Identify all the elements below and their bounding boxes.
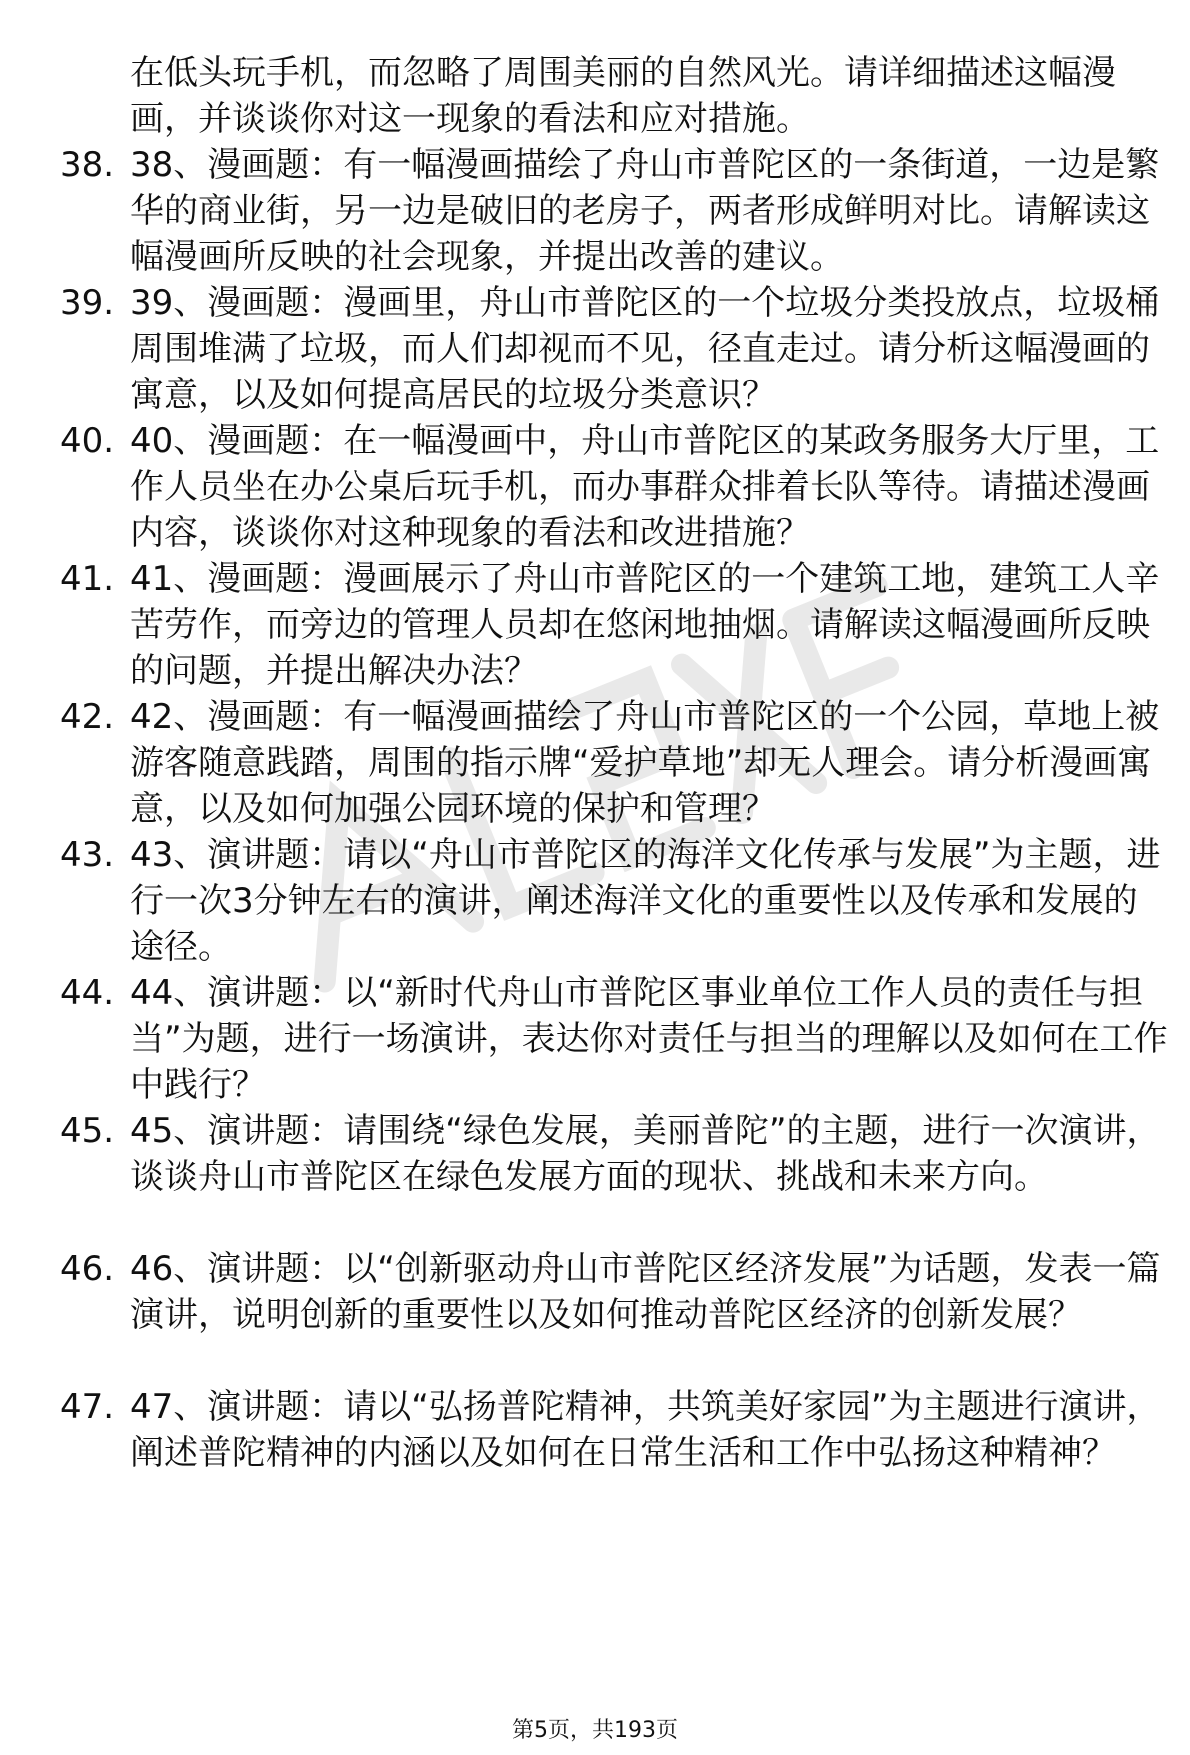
question-text: 45、演讲题：请围绕“绿色发展，美丽普陀”的主题，进行一次演讲，谈谈舟山市普陀区在绿色发展方面的现状、挑战和未来方向。: [130, 1111, 1161, 1197]
question-number: 41.: [60, 559, 115, 599]
question-number: 44.: [60, 973, 115, 1013]
question-number: 40.: [60, 421, 115, 461]
question-item: [60, 1384, 1170, 1476]
question-text: 47、演讲题：请以“弘扬普陀精神，共筑美好家园”为主题进行演讲，阐述普陀精神的内涵以及如何在日常生活和工作中弘扬这种精神？: [130, 1387, 1161, 1473]
question-number: 43.: [60, 835, 115, 875]
question-text: 42、漫画题：有一幅漫画描绘了舟山市普陀区的一个公园，草地上被游客随意践踏，周围的指示牌“爱护草地”却无人理会。请分析漫画寓意，以及如何加强公园环境的保护和管理？: [130, 697, 1160, 829]
question-item: [60, 418, 1170, 556]
question-item: [60, 280, 1170, 418]
question-text: 39、漫画题：漫画里，舟山市普陀区的一个垃圾分类投放点，垃圾桶周围堆满了垃圾，而人们却视而不见，径直走过。请分析这幅漫画的寓意，以及如何提高居民的垃圾分类意识？: [130, 283, 1160, 415]
question-item: [60, 556, 1170, 694]
question-item: [60, 1108, 1170, 1200]
question-number: 42.: [60, 697, 115, 737]
question-number: 45.: [60, 1111, 115, 1151]
intro-paragraph: 在低头玩手机，而忽略了周围美丽的自然风光。请详细描述这幅漫画，并谈谈你对这一现象的看法和应对措施。: [130, 53, 1116, 139]
question-text: 38、漫画题：有一幅漫画描绘了舟山市普陀区的一条街道，一边是繁华的商业街，另一边是破旧的老房子，两者形成鲜明对比。请解读这幅漫画所反映的社会现象，并提出改善的建议。: [130, 145, 1160, 277]
question-text: 46、演讲题：以“创新驱动舟山市普陀区经济发展”为话题，发表一篇演讲，说明创新的重要性以及如何推动普陀区经济的创新发展？: [130, 1249, 1161, 1335]
question-number: 39.: [60, 283, 115, 323]
question-text: 40、漫画题：在一幅漫画中，舟山市普陀区的某政务服务大厅里，工作人员坐在办公桌后玩手机，而办事群众排着长队等待。请描述漫画内容，谈谈你对这种现象的看法和改进措施？: [130, 421, 1160, 553]
question-item: [60, 832, 1170, 970]
question-number: 38.: [60, 145, 115, 185]
question-item: [60, 694, 1170, 832]
question-text: 44、演讲题：以“新时代舟山市普陀区事业单位工作人员的责任与担当”为题，进行一场演讲，表达你对责任与担当的理解以及如何在工作中践行？: [130, 973, 1168, 1105]
question-text: 43、演讲题：请以“舟山市普陀区的海洋文化传承与发展”为主题，进行一次3分钟左右的演讲，阐述海洋文化的重要性以及传承和发展的途径。: [130, 835, 1161, 967]
question-item: [60, 142, 1170, 280]
question-item: [60, 970, 1170, 1108]
question-number: 46.: [60, 1249, 115, 1289]
page-footer: 第5页，共193页: [512, 1718, 678, 1743]
question-number: 47.: [60, 1387, 115, 1427]
question-text: 41、漫画题：漫画展示了舟山市普陀区的一个建筑工地，建筑工人辛苦劳作，而旁边的管理人员却在悠闲地抽烟。请解读这幅漫画所反映的问题，并提出解决办法？: [130, 559, 1160, 691]
question-item: [60, 1246, 1170, 1338]
